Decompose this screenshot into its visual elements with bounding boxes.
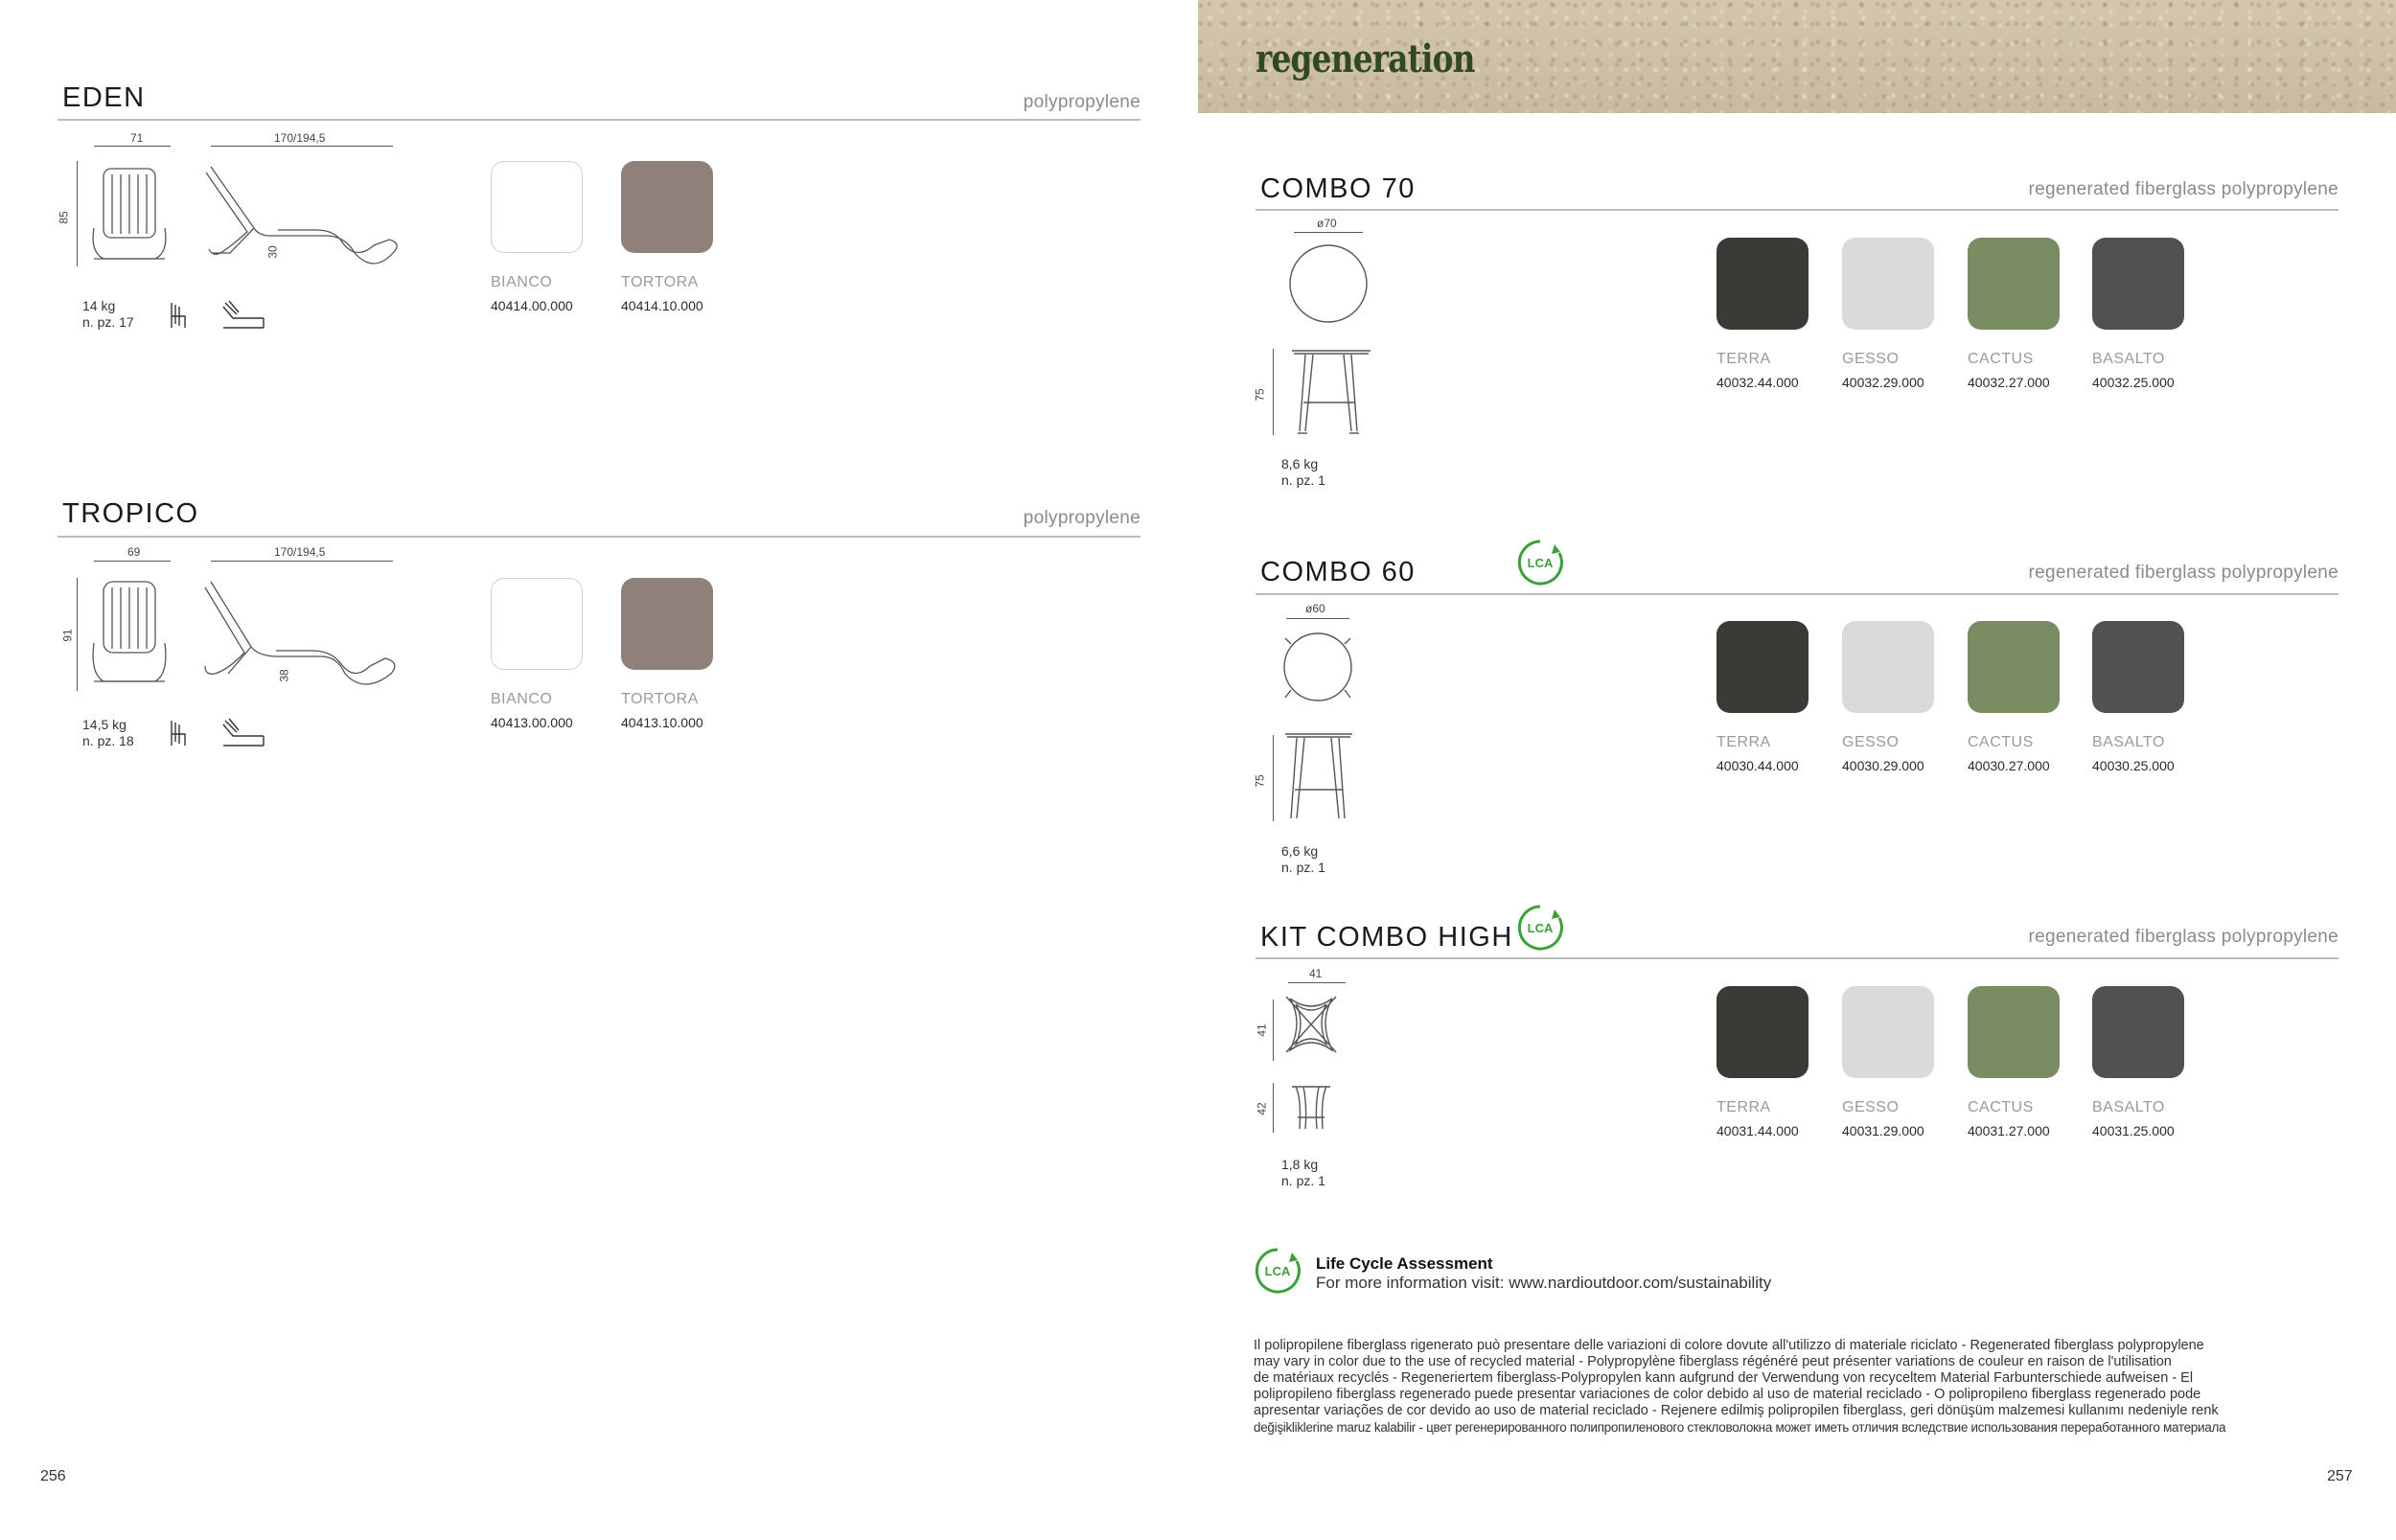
color-swatch <box>1716 621 1809 713</box>
color-label: BASALTO <box>2092 1099 2165 1115</box>
page-number-left: 256 <box>40 1468 66 1484</box>
color-label: BIANCO <box>491 691 553 707</box>
product-title: COMBO 60 <box>1260 557 1416 587</box>
color-option[interactable] <box>621 161 713 313</box>
color-swatch <box>1716 986 1809 1078</box>
color-option[interactable] <box>2092 621 2184 773</box>
color-code: 40414.10.000 <box>621 298 703 313</box>
pieces: n. pz. 1 <box>1281 860 1325 875</box>
table-drawing <box>1279 627 1375 828</box>
lca-icon <box>1254 1247 1302 1295</box>
section-rule <box>1256 593 2338 595</box>
color-option[interactable] <box>1842 238 1934 390</box>
product-title: TROPICO <box>62 498 199 529</box>
section-rule <box>1256 209 2338 211</box>
pieces: n. pz. 1 <box>1281 1173 1325 1188</box>
weight: 1,8 kg <box>1281 1157 1319 1172</box>
disclaimer-line: değişikliklerine maruz kalabilir - цвет регенерированного полипропиленового стекловолокна может иметь отличия вследствие использования переработанного материала <box>1254 1420 2226 1435</box>
dim-line <box>1273 735 1274 821</box>
pieces: n. pz. 1 <box>1281 472 1325 488</box>
color-code: 40032.29.000 <box>1842 375 1924 390</box>
color-label: CACTUS <box>1968 734 2034 750</box>
color-label: TORTORA <box>621 274 699 290</box>
color-label: GESSO <box>1842 734 1900 750</box>
color-swatch <box>1842 238 1934 330</box>
weight: 14 kg <box>82 298 116 313</box>
color-swatch <box>1968 986 2060 1078</box>
weight-info <box>1281 456 1325 489</box>
color-label: BASALTO <box>2092 734 2165 750</box>
lca-icon <box>1516 904 1564 952</box>
dim-line <box>1273 1083 1274 1133</box>
color-option[interactable] <box>2092 986 2184 1138</box>
color-swatch <box>1968 238 2060 330</box>
pieces: n. pz. 17 <box>82 314 134 330</box>
lca-title: Life Cycle Assessment <box>1316 1254 1493 1273</box>
dim-length: 170/194,5 <box>274 545 326 559</box>
pieces: n. pz. 18 <box>82 733 134 748</box>
dim-line <box>77 578 78 691</box>
color-code: 40031.27.000 <box>1968 1123 2050 1138</box>
weight-info <box>1281 1157 1325 1189</box>
color-code: 40414.00.000 <box>491 298 573 313</box>
color-code: 40030.44.000 <box>1716 758 1799 773</box>
color-label: BASALTO <box>2092 351 2165 367</box>
color-code: 40031.29.000 <box>1842 1123 1924 1138</box>
color-option[interactable] <box>491 161 583 313</box>
color-label: BIANCO <box>491 274 553 290</box>
color-label: CACTUS <box>1968 1099 2034 1115</box>
dim-line <box>77 161 78 266</box>
product-material: regenerated fiberglass polypropylene <box>2028 563 2338 583</box>
color-code: 40030.29.000 <box>1842 758 1924 773</box>
color-label: CACTUS <box>1968 351 2034 367</box>
color-swatch <box>621 578 713 670</box>
lca-icon-text: LCA <box>1527 556 1554 570</box>
color-swatch <box>1842 621 1934 713</box>
dim-height: 91 <box>60 629 75 642</box>
page-number-right: 257 <box>2327 1468 2353 1484</box>
color-code: 40032.27.000 <box>1968 375 2050 390</box>
disclaimer-line: de matériaux recyclés - Regeneriertem fiberglass-Polypropylen kann aufgrund der Verwendung von recyceltem Material Farbunterschiede aufweisen - El <box>1254 1370 2194 1386</box>
product-title: COMBO 70 <box>1260 173 1416 204</box>
dim-diameter: ø60 <box>1305 602 1325 615</box>
color-code: 40031.25.000 <box>2092 1123 2175 1138</box>
dim-seat: 30 <box>265 245 280 259</box>
product-material: regenerated fiberglass polypropylene <box>2028 927 2338 947</box>
color-swatch <box>491 161 583 253</box>
weight: 6,6 kg <box>1281 843 1319 859</box>
color-label: TERRA <box>1716 734 1771 750</box>
color-label: TERRA <box>1716 351 1771 367</box>
disclaimer-line: apresentar variações de cor devido ao uso de material reciclado - Rejenere edilmiş polipropilen fiberglass, geri dönüşüm malzemesi kullanımı nedeniyle renk <box>1254 1403 2219 1418</box>
dim-line <box>211 561 393 562</box>
product-title: KIT COMBO HIGH <box>1260 922 1513 953</box>
dim-height: 75 <box>1253 388 1267 402</box>
color-option[interactable] <box>2092 238 2184 390</box>
color-option[interactable] <box>1842 986 1934 1138</box>
disclaimer-line: Il polipropilene fiberglass rigenerato può presentare delle variazioni di colore dovute all'utilizzo di materiale riciclato - Regenerated fiberglass polypropylene <box>1254 1338 2204 1353</box>
color-code: 40032.25.000 <box>2092 375 2175 390</box>
dim-line <box>211 146 393 147</box>
color-code: 40031.44.000 <box>1716 1123 1799 1138</box>
dim-top: 41 <box>1309 967 1323 980</box>
dim-height: 75 <box>1253 774 1267 788</box>
color-code: 40413.00.000 <box>491 715 573 730</box>
color-swatch <box>2092 238 2184 330</box>
lca-icon-text: LCA <box>1527 921 1554 935</box>
product-material: polypropylene <box>1023 92 1140 112</box>
dim-diameter: ø70 <box>1317 217 1337 230</box>
section-rule <box>58 536 1140 538</box>
color-code: 40413.10.000 <box>621 715 703 730</box>
product-title: EDEN <box>62 82 146 113</box>
color-swatch <box>491 578 583 670</box>
color-swatch <box>2092 621 2184 713</box>
lca-link[interactable]: For more information visit: www.nardioutdoor.com/sustainability <box>1316 1274 1772 1292</box>
dim-side: 41 <box>1255 1023 1269 1037</box>
lounger-drawing <box>86 578 403 693</box>
dim-height: 85 <box>57 211 71 224</box>
color-label: TORTORA <box>621 691 699 707</box>
stack-icons <box>168 717 273 749</box>
color-option[interactable] <box>1842 621 1934 773</box>
color-swatch <box>621 161 713 253</box>
dim-line <box>1294 232 1363 233</box>
color-swatch <box>1968 621 2060 713</box>
banner-title: regeneration <box>1256 36 1475 81</box>
color-option[interactable] <box>1716 986 1809 1138</box>
color-code: 40030.27.000 <box>1968 758 2050 773</box>
product-material: regenerated fiberglass polypropylene <box>2028 179 2338 199</box>
color-swatch <box>2092 986 2184 1078</box>
weight-info <box>82 717 134 749</box>
recycled-material-disclaimer <box>1254 1338 2396 1436</box>
color-option[interactable] <box>1716 238 1809 390</box>
color-option[interactable] <box>621 578 713 730</box>
dim-height-kit: 42 <box>1255 1102 1269 1115</box>
weight-info <box>82 298 134 331</box>
lca-icon-text: LCA <box>1264 1264 1291 1278</box>
color-code: 40032.44.000 <box>1716 375 1799 390</box>
color-label: GESSO <box>1842 1099 1900 1115</box>
color-option[interactable] <box>1968 621 2060 773</box>
color-option[interactable] <box>1968 238 2060 390</box>
dim-line <box>1273 349 1274 435</box>
dim-line <box>1273 1000 1274 1061</box>
disclaimer-line: polipropileno fiberglass regenerado puede presentar variaciones de color debido al uso de material reciclado - O polipropileno fiberglass regenerado pode <box>1254 1387 2201 1402</box>
dim-seat: 38 <box>277 669 291 682</box>
color-swatch <box>1716 238 1809 330</box>
lounger-drawing <box>86 161 403 271</box>
lca-icon <box>1516 539 1564 586</box>
color-swatch <box>1842 986 1934 1078</box>
table-drawing <box>1284 240 1380 441</box>
disclaimer-line: may vary in color due to the use of recycled material - Polypropylène fiberglass régénéré peut présenter variations de couleur en raison de l'utilisation <box>1254 1354 2172 1369</box>
section-rule <box>58 119 1140 121</box>
weight: 8,6 kg <box>1281 456 1319 471</box>
weight-info <box>1281 843 1325 876</box>
dim-width: 69 <box>127 545 141 559</box>
stack-icons <box>168 299 273 332</box>
dim-line <box>1288 982 1346 983</box>
weight: 14,5 kg <box>82 717 127 732</box>
dim-line <box>94 146 171 147</box>
color-label: TERRA <box>1716 1099 1771 1115</box>
dim-line <box>94 561 171 562</box>
product-material: polypropylene <box>1023 508 1140 528</box>
dim-line <box>1286 618 1349 619</box>
color-option[interactable] <box>1716 621 1809 773</box>
section-rule <box>1256 957 2338 959</box>
color-option[interactable] <box>1968 986 2060 1138</box>
dim-width: 71 <box>130 131 144 145</box>
color-option[interactable] <box>491 578 583 730</box>
dim-length: 170/194,5 <box>274 131 326 145</box>
kit-drawing <box>1282 993 1359 1137</box>
color-code: 40030.25.000 <box>2092 758 2175 773</box>
color-label: GESSO <box>1842 351 1900 367</box>
